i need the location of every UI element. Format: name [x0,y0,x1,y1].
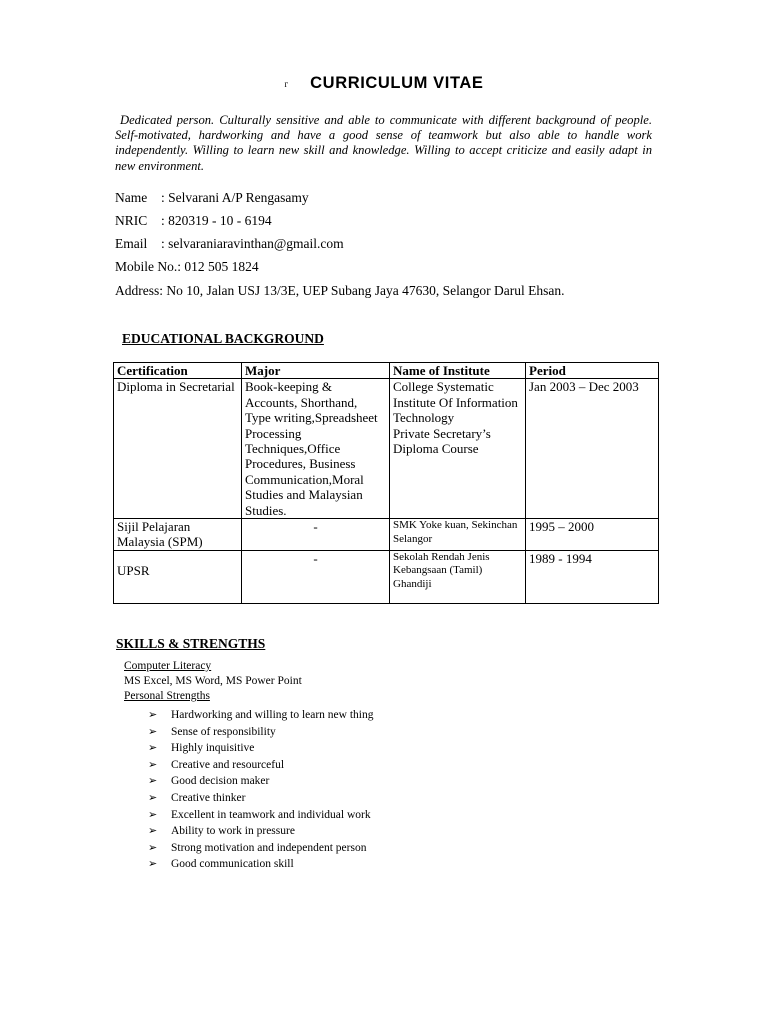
column-header: Period [526,363,659,379]
arrow-bullet-icon: ➢ [148,790,158,804]
education-table [113,362,659,604]
address-line: Address: No 10, Jalan USJ 13/3E, UEP Subang Jaya 47630, Selangor Darul Ehsan. [115,283,565,298]
list-item [148,840,374,857]
cell-certification: UPSR [114,550,242,603]
strength-text: Sense of responsibility [171,725,276,738]
arrow-bullet-icon: ➢ [148,774,158,788]
cell-institute: Sekolah Rendah Jenis Kebangsaan (Tamil) Ghandiji [390,550,526,603]
name-line [115,190,309,206]
computer-literacy-label: Computer Literacy [124,660,212,672]
list-item [148,823,374,840]
list-item [148,757,374,774]
arrow-bullet-icon: ➢ [148,807,158,821]
nric-line [115,213,272,229]
computer-literacy-value: MS Excel, MS Word, MS Power Point [124,675,302,687]
institute-name: College Systematic Institute Of Information Technology [393,379,518,426]
email-line [115,236,344,252]
list-item [148,740,374,757]
summary-paragraph: Dedicated person. Culturally sensitive and able to communicate with different background of people. Self-motivated, hardworking and have a good sense of teamwork but also able to handle work independently. Willing to learn new skill and knowledge. Willing to accept criticize and easily adapt in new environment. [115,113,652,173]
column-header: Name of Institute [390,363,526,379]
strength-text: Good decision maker [171,775,270,788]
arrow-bullet-icon: ➢ [148,757,158,771]
strength-text: Creative thinker [171,791,246,804]
skills-heading: SKILLS & STRENGTHS [116,636,266,651]
list-item [148,724,374,741]
nric-value: : 820319 - 10 - 6194 [161,213,272,228]
email-value: : selvaraniaravinthan@gmail.com [161,236,344,251]
education-heading: EDUCATIONAL BACKGROUND [122,331,324,346]
email-label: Email [115,236,148,251]
cell-period: 1989 - 1994 [526,550,659,603]
table-header-row [114,363,659,379]
table-row [114,550,659,603]
strength-text: Excellent in teamwork and individual work [171,808,371,821]
page-title: CURRICULUM VITAE [310,74,484,92]
list-item [148,790,374,807]
table-row [114,379,659,519]
strength-text: Ability to work in pressure [171,825,295,838]
arrow-bullet-icon: ➢ [148,708,158,721]
mobile-line: Mobile No.: 012 505 1824 [115,259,259,274]
cell-major: - [242,519,390,551]
cell-period: 1995 – 2000 [526,519,659,551]
cell-institute [390,379,526,519]
title-row [0,74,768,93]
arrow-bullet-icon: ➢ [148,724,158,738]
name-label: Name [115,190,148,205]
strength-text: Strong motivation and independent person [171,841,367,854]
cell-institute: SMK Yoke kuan, Sekinchan Selangor [390,519,526,551]
list-item [148,807,374,824]
column-header: Major [242,363,390,379]
strengths-list [148,707,374,873]
list-item [148,707,374,724]
name-value: : Selvarani A/P Rengasamy [161,190,309,205]
strength-text: Highly inquisitive [171,742,255,755]
cell-major: - [242,550,390,603]
arrow-bullet-icon: ➢ [148,824,158,838]
title-mark: г [284,78,289,89]
table-row [114,519,659,551]
strength-text: Good communication skill [171,858,294,871]
column-header: Certification [114,363,242,379]
list-item [148,773,374,790]
arrow-bullet-icon: ➢ [148,840,158,854]
strength-text: Creative and resourceful [171,758,285,771]
arrow-bullet-icon: ➢ [148,857,158,871]
cell-major: Book-keeping & Accounts, Shorthand, Type writing,Spreadsheet Processing Techniques,Office Procedures, Business Communication,Moral Studies and Malaysian Studies. [242,379,390,519]
cell-period: Jan 2003 – Dec 2003 [526,379,659,519]
cell-certification: Diploma in Secretarial [114,379,242,519]
arrow-bullet-icon: ➢ [148,741,158,755]
list-item [148,856,374,873]
cell-certification: Sijil Pelajaran Malaysia (SPM) [114,519,242,551]
strength-text: Hardworking and willing to learn new thing [171,709,374,721]
personal-strengths-label: Personal Strengths [124,690,210,702]
nric-label: NRIC [115,213,148,228]
institute-course: Private Secretary’s Diploma Course [393,425,491,457]
